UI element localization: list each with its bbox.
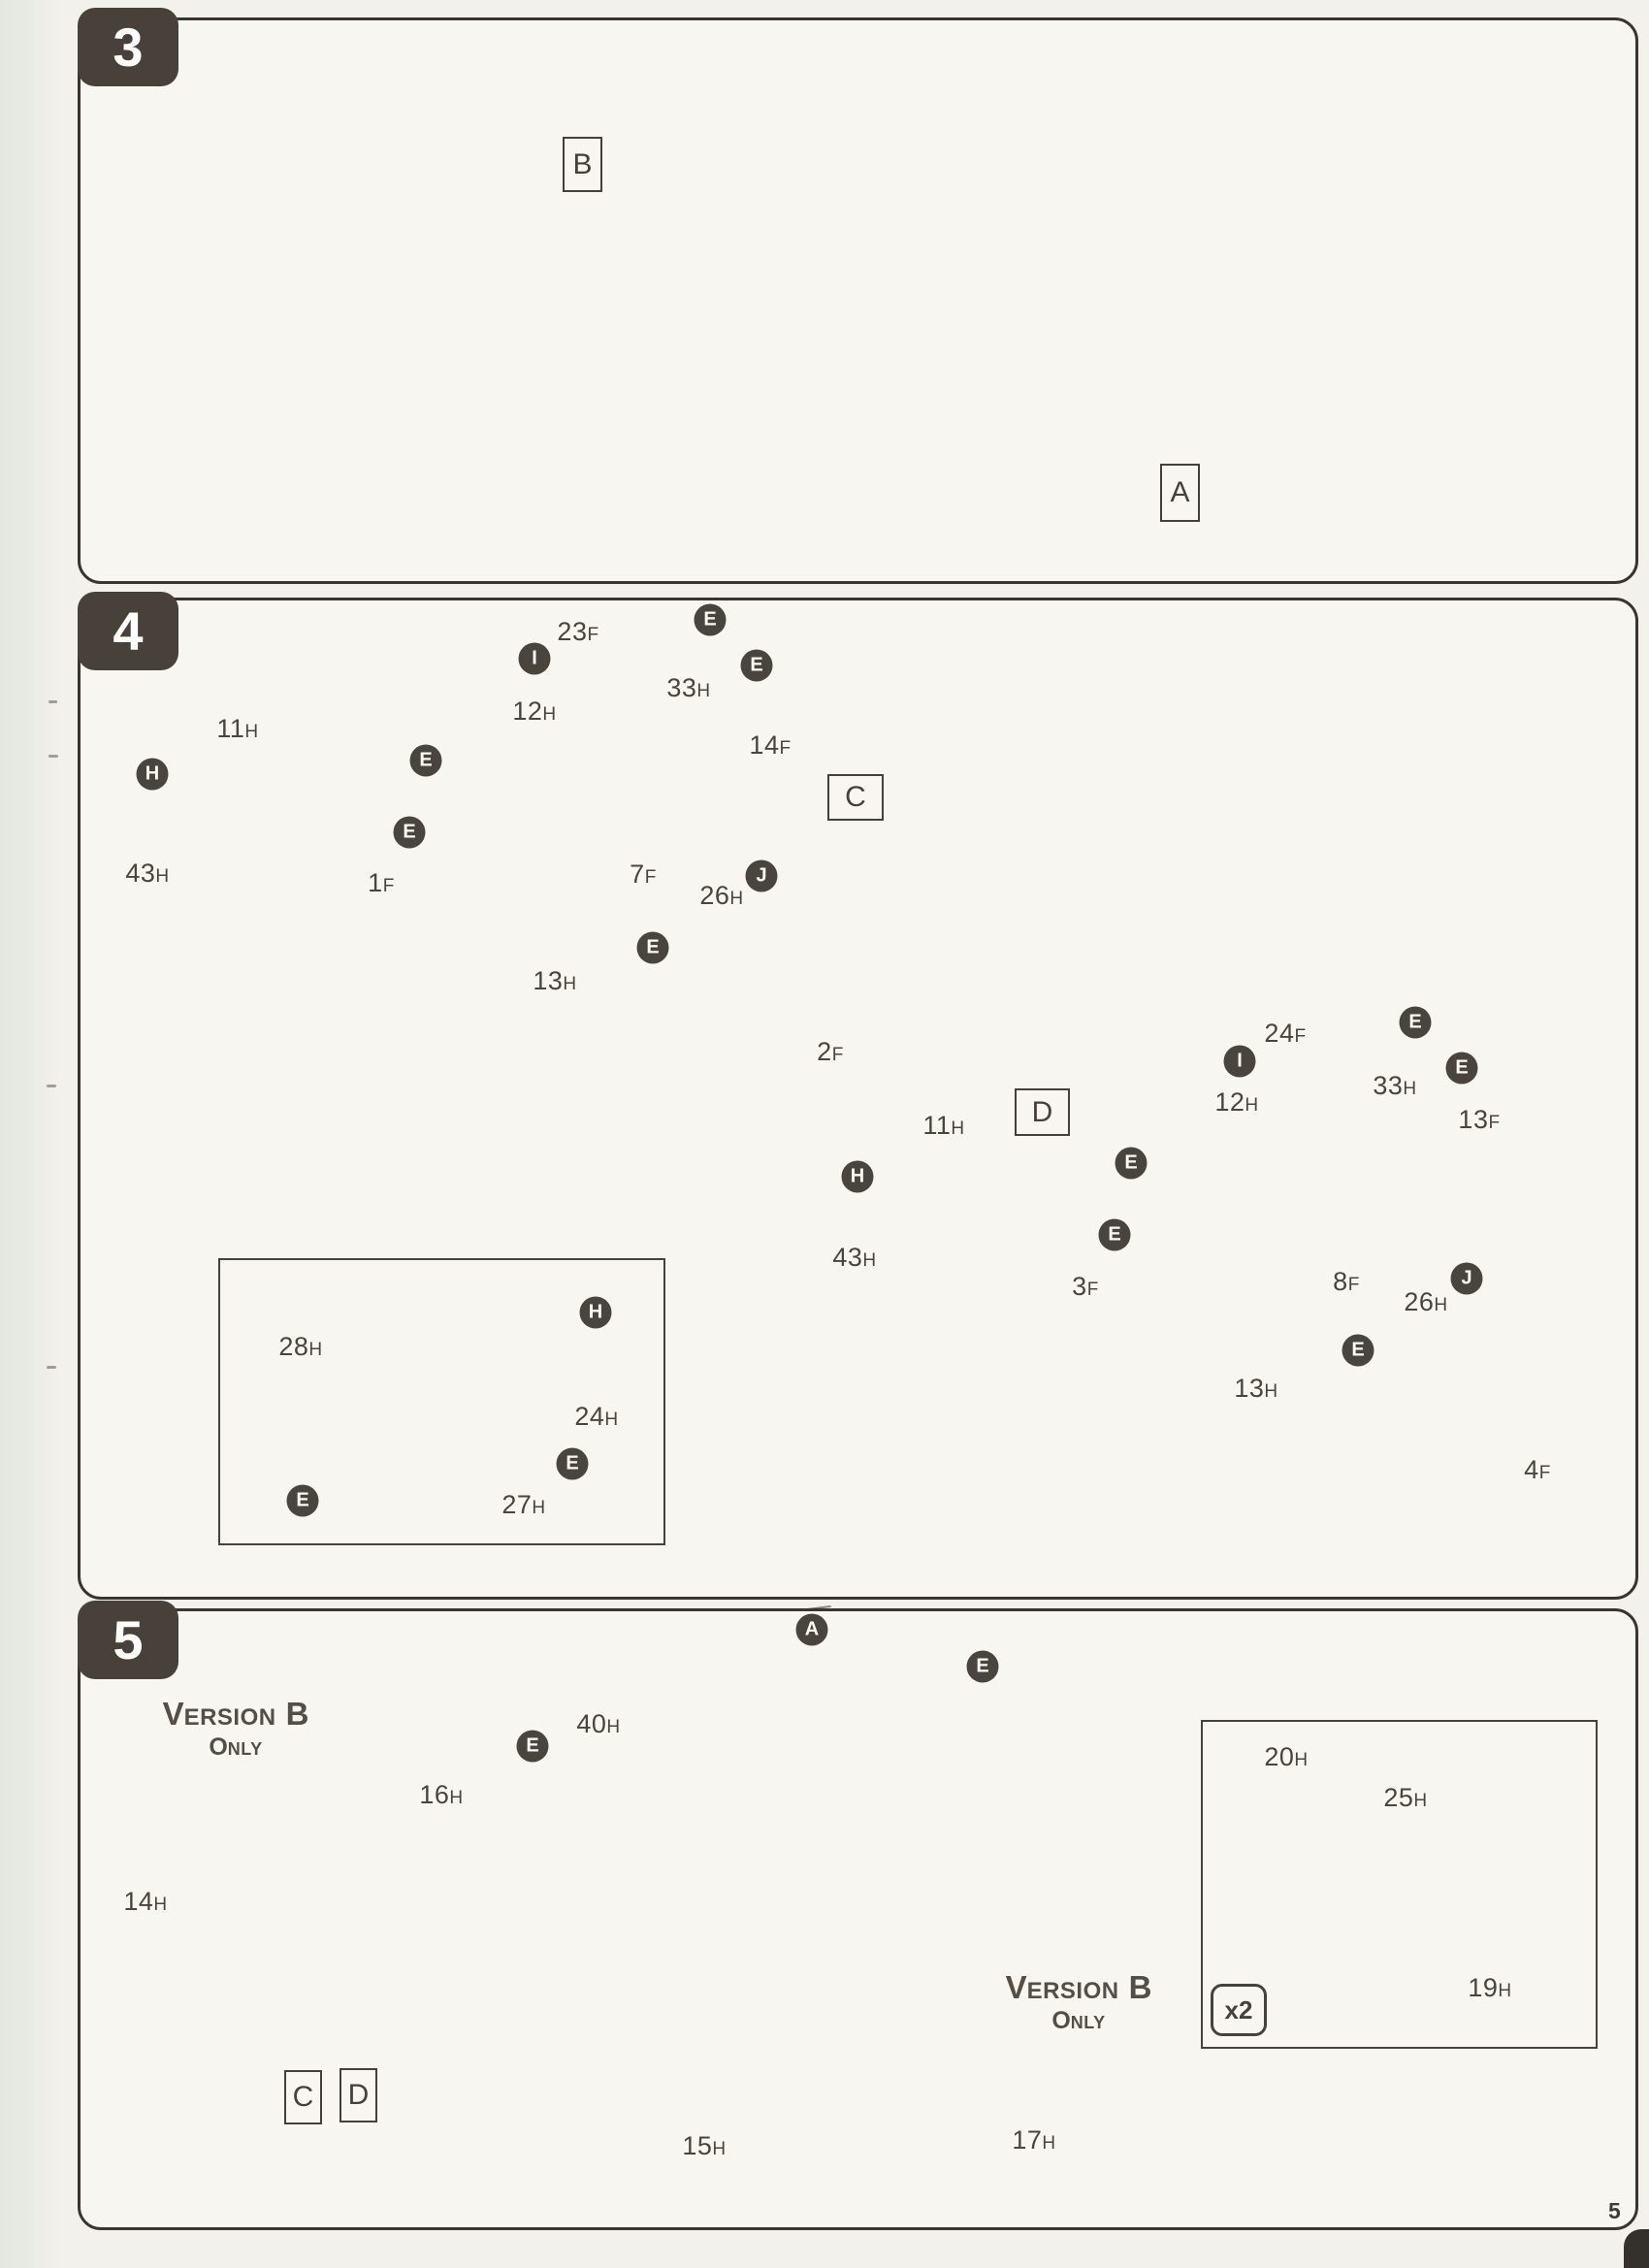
part-label-23F: 23F: [557, 616, 599, 646]
part-label-14F: 14F: [749, 729, 792, 760]
part-ref-box-d: D: [1015, 1088, 1070, 1136]
callout-j: J: [746, 860, 778, 892]
part-label-24F: 24F: [1264, 1018, 1307, 1048]
part-label-33H: 33H: [666, 672, 711, 702]
step-number-badge: 4: [80, 594, 177, 668]
callout-e: E: [1400, 1007, 1432, 1039]
part-label-25H: 25H: [1383, 1782, 1428, 1812]
callout-e: E: [287, 1485, 319, 1517]
part-ref-box-c: C: [827, 774, 884, 821]
part-label-43H: 43H: [125, 858, 170, 888]
callout-e: E: [410, 745, 442, 777]
callout-e: E: [695, 604, 727, 636]
part-ref-box-c: C: [284, 2070, 322, 2124]
scan-artifact: [1624, 2229, 1649, 2268]
part-label-11H: 11H: [216, 713, 259, 743]
callout-h: H: [580, 1297, 612, 1329]
callout-e: E: [967, 1651, 999, 1683]
step-number-badge: 3: [80, 10, 177, 84]
callout-e: E: [557, 1448, 589, 1480]
part-label-12H: 12H: [512, 696, 557, 726]
callout-e: E: [1116, 1148, 1148, 1180]
part-label-26H: 26H: [1404, 1286, 1448, 1316]
part-ref-box-d: D: [340, 2068, 377, 2122]
part-label-43H: 43H: [832, 1242, 877, 1272]
callout-e: E: [1446, 1053, 1478, 1085]
step-3-panel: [78, 17, 1638, 584]
version-note: VERSION B ONLY: [1005, 1969, 1152, 2034]
part-label-4F: 4F: [1524, 1454, 1551, 1484]
callout-h: H: [842, 1161, 874, 1193]
callout-e: E: [394, 817, 426, 849]
step-number-badge: 5: [80, 1603, 177, 1677]
part-label-3F: 3F: [1072, 1271, 1099, 1301]
part-label-2F: 2F: [817, 1036, 844, 1066]
part-label-28H: 28H: [278, 1331, 323, 1361]
callout-e: E: [1342, 1335, 1374, 1367]
part-label-20H: 20H: [1264, 1741, 1309, 1771]
scan-artifact: [47, 1366, 56, 1369]
part-label-13F: 13F: [1458, 1104, 1501, 1134]
callout-i: I: [1224, 1046, 1256, 1078]
callout-i: I: [519, 643, 551, 675]
callout-h: H: [137, 759, 169, 791]
callout-e: E: [637, 932, 669, 964]
part-label-33H: 33H: [1373, 1070, 1417, 1100]
part-label-19H: 19H: [1468, 1972, 1512, 2002]
quantity-multiplier-box: x2: [1211, 1984, 1267, 2036]
callout-e: E: [517, 1731, 549, 1763]
callout-a: A: [796, 1614, 828, 1646]
part-label-24H: 24H: [574, 1401, 619, 1431]
part-label-8F: 8F: [1333, 1266, 1360, 1296]
part-ref-box-a: A: [1160, 464, 1200, 522]
part-label-7F: 7F: [630, 859, 657, 889]
part-ref-box-b: B: [563, 137, 602, 192]
part-label-26H: 26H: [699, 880, 744, 910]
scan-artifact: [47, 1085, 56, 1087]
callout-e: E: [741, 650, 773, 682]
part-label-1F: 1F: [368, 867, 395, 897]
scan-artifact: [48, 700, 57, 703]
part-label-13H: 13H: [1234, 1373, 1278, 1403]
part-label-13H: 13H: [533, 965, 577, 995]
part-label-12H: 12H: [1214, 1086, 1259, 1117]
part-label-16H: 16H: [419, 1779, 464, 1809]
page-number: 5: [1608, 2198, 1621, 2223]
callout-e: E: [1099, 1219, 1131, 1251]
part-label-27H: 27H: [501, 1489, 546, 1519]
part-label-14H: 14H: [123, 1886, 168, 1916]
callout-j: J: [1451, 1263, 1483, 1295]
version-note: VERSION B ONLY: [162, 1696, 309, 1761]
part-label-17H: 17H: [1012, 2124, 1056, 2155]
part-label-11H: 11H: [922, 1110, 965, 1140]
part-label-15H: 15H: [682, 2130, 727, 2160]
part-label-40H: 40H: [576, 1708, 621, 1738]
scan-artifact: [48, 755, 58, 758]
